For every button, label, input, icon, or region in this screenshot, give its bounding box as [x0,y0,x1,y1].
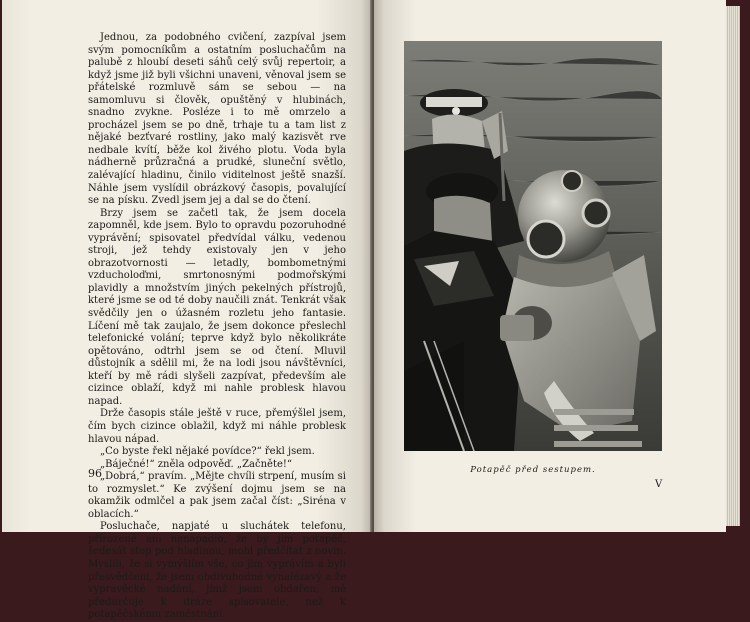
photo-caption: Potapěč před sestupem. [470,465,596,475]
paragraph: Jednou, za podobného cvičení, zazpíval jsem svým pomocníkům a ostatním posluchačům na palubě z hloubí deseti sáhů celý svůj repertoir, a když jsme již byli všichni unaveni, věnoval jsem se přátelské rozmluvě sám se sebou — na samomluvu si člověk, opuštěný v hlubinách, snadno zvykne. Posléze i to mě omrzelo a procházel jsem se po dně, trhaje tu a tam list z nějaké bezťvaré rostliny, jako malý kazisvět rve nedbale kvítí, běže kol živého plotu. Voda byla nádherně průzračná a prudké, sluneční světlo, zalévající hladinu, činilo viditelnost ještě snazší. Náhle jsem vyslídil obrázkový časopis, povalující se na písku. Zvedl jsem jej a dal se do čtení. [88,32,346,207]
diver-photo [404,41,662,451]
signature-mark: V [655,479,663,490]
paragraph: „Co byste řekl nějaké povídce?“ řekl jsem. [100,446,315,458]
paragraph: Posluchače, napjaté u sluchátek telefonu, přirozeně ani nenapadlo, že by jim potapěč, šedesát stop pod hladinou, mohl předčítat z novin. Myslili, že si vymýšlím vše, co jim vyprávím a byli přesvědčeni, že jsem obdivuhodné vynalézavý a že vypravěcké nadání, jímž jsem obdařen, mě předurčuje k dráze spisovatele, než k potapěčskému zaměstnání. [88,521,346,621]
right-page [374,0,726,532]
diver-photo-illustration [404,41,662,451]
paragraph: „Dobrá,“ pravím. „Mějte chvíli strpení, musím si to rozmyslet.“ Ke zvýšení dojmu jsem se na okamžik odmlčel a pak jsem začal číst: „Siréna v oblacích.“ [88,471,346,520]
book-spread [2,0,746,621]
left-page [2,0,372,621]
paragraph: Brzy jsem se začetl tak, že jsem docela zapomněl, kde jsem. Bylo to opravdu pozoruhodné vyprávění; spisovatel předvídal válku, vedenou stroji, jež tehdy existovaly jen v jeho obrazotvornosti — letadly, bombometnými vzducholoďmi, smrtonosnými podmořskými plavidly a množstvím jiných pekelných přístrojů, které jsme se od té doby naučili znát. Tenkrát však svědčily jen o úžasném rozletu jeho fantasie. Líčení mě tak zaujalo, že jsem dokonce přeslechl telefonické volání; teprve když bylo několikráte opětováno, odtrhl jsem se od čtení. Mluvil důstojník a sdělil mi, že na lodi jsou návštěvníci, kteří by mě rádi slyšeli zazpívat, především ale cizince oblaží, když mi nahle problesk hlavou napad. [88,207,346,407]
page-edges-right [726,6,740,526]
paragraph: Drže časopis stále ještě v ruce, přemýšlel jsem, čím bych cizince oblažil, když mi náhle problesk hlavou nápad. [88,408,346,445]
page-number: 96 [88,467,102,480]
paragraph: „Báječné!“ zněla odpověď. „Začněte!“ [100,458,293,470]
body-text [88,32,346,622]
